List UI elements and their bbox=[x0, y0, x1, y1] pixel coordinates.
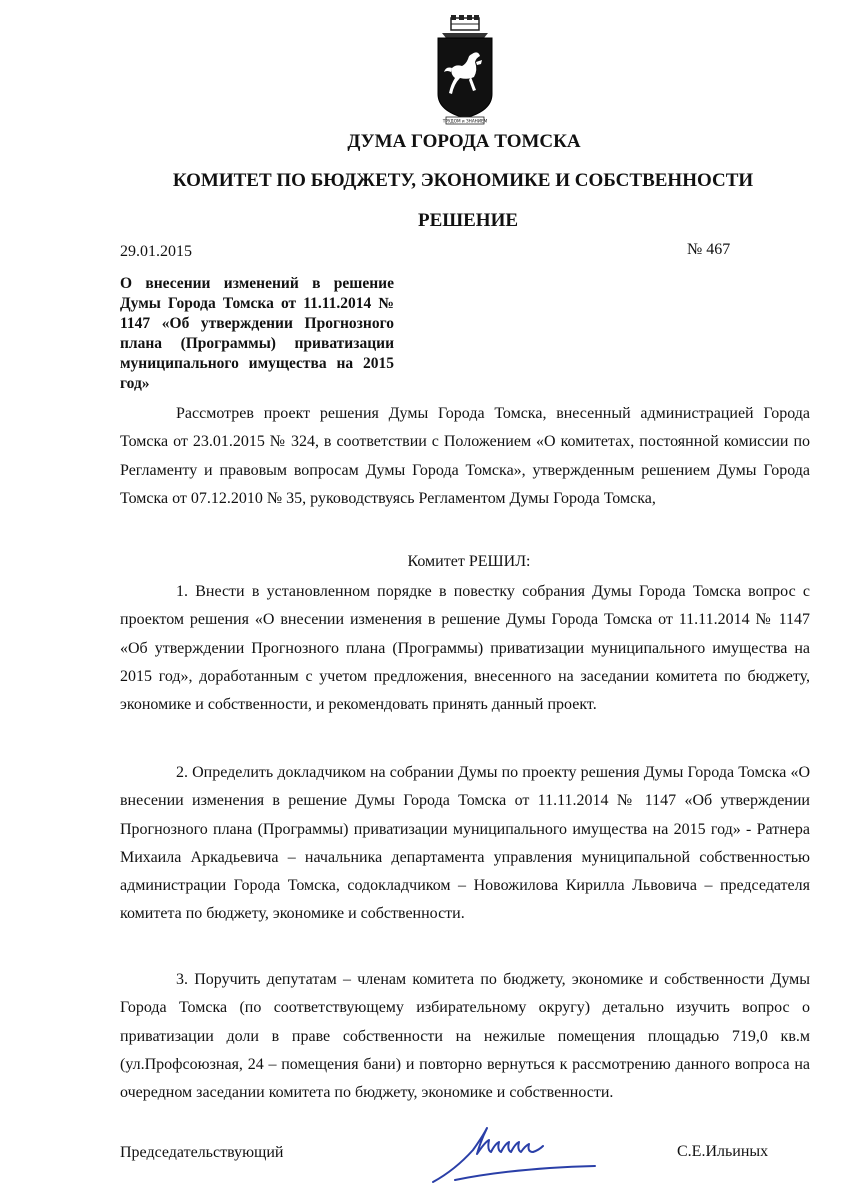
committee-name: КОМИТЕТ ПО БЮДЖЕТУ, ЭКОНОМИКЕ И СОБСТВЕННОСТИ bbox=[172, 170, 754, 191]
resolved-heading: Комитет РЕШИЛ: bbox=[407, 553, 531, 570]
intro-paragraph bbox=[120, 400, 810, 513]
decision-subject: О внесении изменений в решение Думы Города Томска от 11.11.2014 № 1147 «Об утверждении Прогнозного плана (Программы) приватизации муниципального имущества на 2015 год» bbox=[120, 275, 394, 392]
crown-icon bbox=[451, 15, 479, 30]
item-1-paragraph bbox=[120, 578, 810, 719]
item-3-text: 3. Поручить депутатам – членам комитета по бюджету, экономике и собственности Думы Города Томска (по соответствующему избирательному округу) детально изучить вопрос о приватизации доли в праве собственности на нежилые помещения площадью 719,0 кв.м (ул.Профсоюзная, 24 – помещения бани) и повторно вернуться к рассмотрению данного вопроса на очередном заседании комитета по бюджету, экономике и собственности. bbox=[120, 971, 810, 1102]
intro-text: Рассмотрев проект решения Думы Города Томска, внесенный администрацией Города Томска от 23.01.2015 № 324, в соответствии с Положением «О комитетах, постоянной комиссии по Регламенту и правовым вопросам Думы Города Томска», утвержденным решением Думы Города Томска от 07.12.2010 № 35, руководствуясь Регламентом Думы Города Томска, bbox=[120, 405, 810, 507]
item-1-text: 1. Внести в установленном порядке в повестку собрания Думы Города Томска вопрос с проектом решения «О внесении изменения в решение Думы Города Томска от 11.11.2014 № 1147 «Об утверждении Прогнозного плана (Программы) приватизации муниципального имущества на 2015 год», доработанным с учетом предложения, внесенного на заседании комитета по бюджету, экономике и собственности, и рекомендовать принять данный проект. bbox=[120, 583, 810, 714]
item-2-paragraph bbox=[120, 759, 810, 929]
decision-number: № 467 bbox=[687, 241, 731, 258]
item-3-paragraph bbox=[120, 966, 810, 1107]
signer-title: Председательствующий bbox=[120, 1144, 284, 1161]
document-type: РЕШЕНИЕ bbox=[417, 210, 519, 231]
handwritten-signature-icon bbox=[425, 1120, 605, 1188]
signer-name: С.Е.Ильиных bbox=[677, 1143, 769, 1160]
tomsk-coat-of-arms-icon bbox=[432, 14, 498, 126]
item-2-text: 2. Определить докладчиком на собрании Думы по проекту решения Думы Города Томска «О внесении изменения в решение Думы Города Томска от 11.11.2014 № 1147 «Об утверждении Прогнозного плана (Программы) приватизации муниципального имущества на 2015 год» - Ратнера Михаила Аркадьевича – начальника департамента управления муниципальной собственностью администрации Города Томска, содокладчиком – Новожилова Кирилла Львовича – председателя комитета по бюджету, экономике и собственности. bbox=[120, 764, 810, 923]
org-name: ДУМА ГОРОДА ТОМСКА bbox=[347, 131, 581, 152]
svg-text:ТРУДОМ и ЗНАНИЕМ: ТРУДОМ и ЗНАНИЕМ bbox=[442, 118, 488, 124]
decision-date: 29.01.2015 bbox=[120, 243, 192, 260]
